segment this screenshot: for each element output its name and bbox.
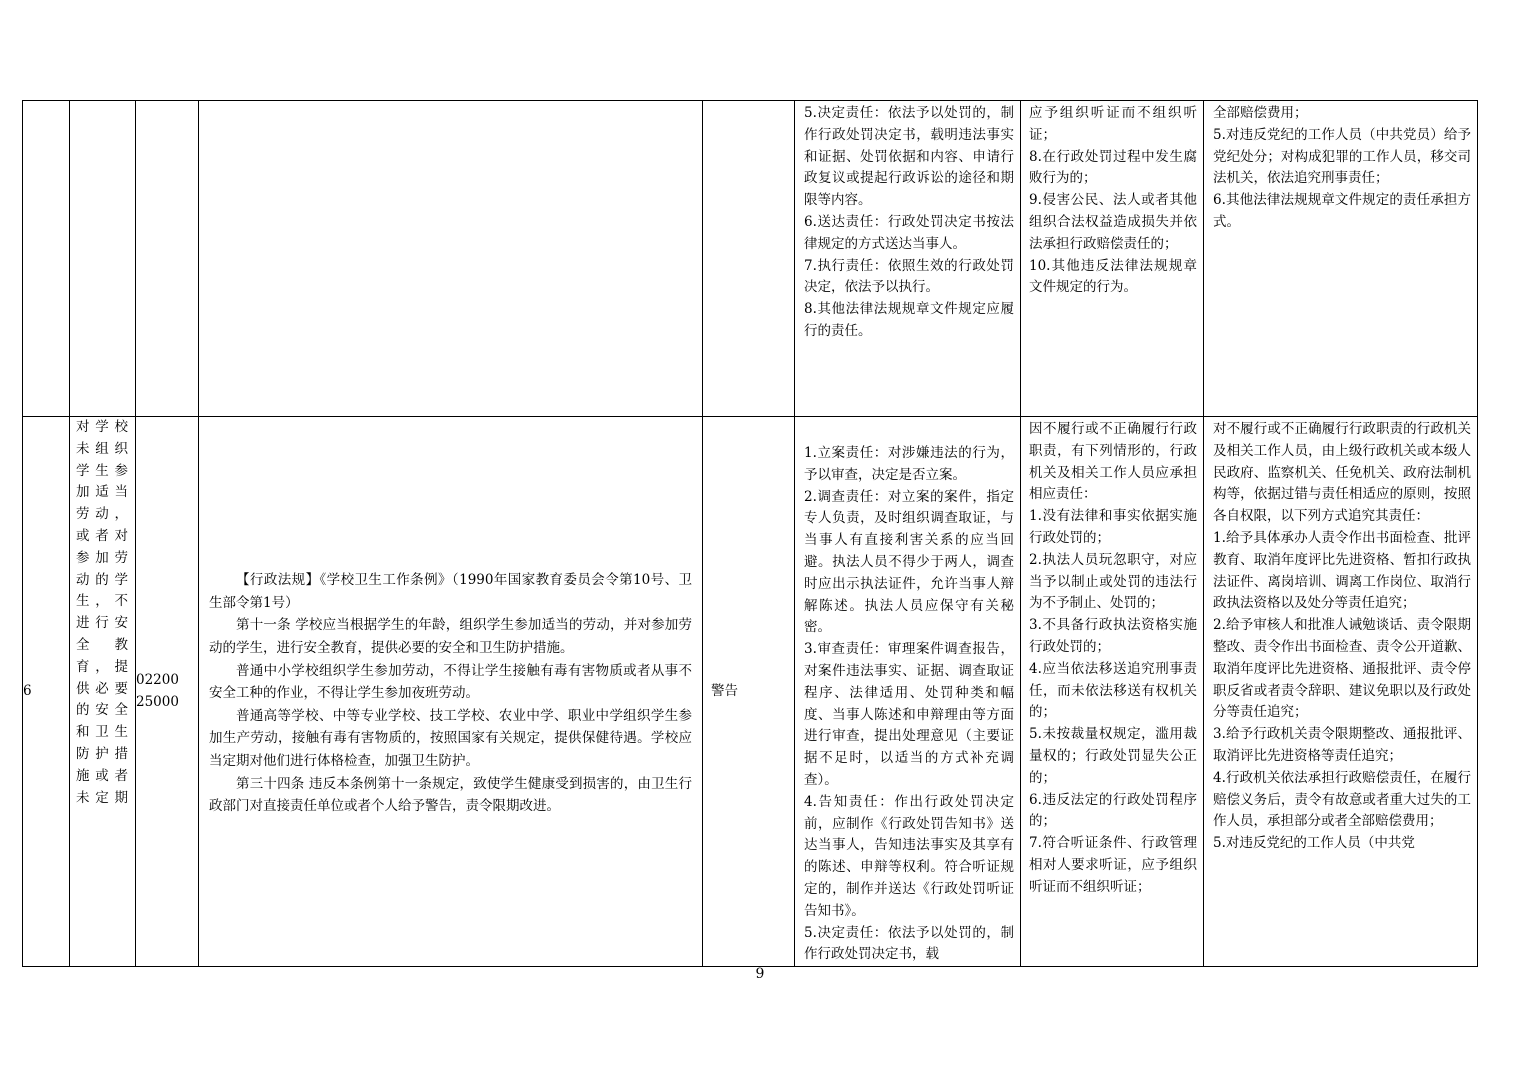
item-code-cell: 02200 25000 — [136, 417, 199, 967]
seq-cell: 6 — [23, 417, 70, 967]
penalty-type-cell: 警告 — [703, 417, 795, 967]
accountability-cell: 对不履行或不正确履行行政职责的行政机关及相关工作人员，由上级行政机关或本级人民政府、监察机关、任免机关、政府法制机构等，依据过错与责任相适应的原则，按照各自权限，以下列方式追究其责任： 1.给予具体承办人责令作出书面检查、批评教育、取消年度评比先进资格、暂扣行政执法证件、离岗培训、调离工作岗位、取消行政执法资格以及处分等责任追究； 2.给予审核人和批准人诫勉谈话、责令限期整改、责令作出书面检查、责令公开道歉、取消年度评比先进资格、通报批评、责令停职反省或者责令辞职、建议免职以及行政处分等责任追究； 3.给予行政机关责令限期整改、通报批评、取消评比先进资格等责任追究； 4.行政机关依法承担行政赔偿责任，在履行赔偿义务后，责令有故意或者重大过失的工作人员，承担部分或者全部赔偿费用； 5.对违反党纪的工作人员（中共党 — [1204, 417, 1478, 967]
violation-cell: 应予组织听证而不组织听证； 8.在行政处罚过程中发生腐败行为的； 9.侵害公民、法人或者其他组织合法权益造成损失并依法承担行政赔偿责任的； 10.其他违反法律法规规章文件规定的行为。 — [1021, 101, 1204, 417]
penalty-type-cell — [703, 101, 795, 417]
basis-paragraph: 普通中小学校组织学生参加劳动，不得让学生接触有毒有害物质或者从事不安全工种的作业，不得让学生参加夜班劳动。 — [209, 662, 692, 702]
basis-paragraph: 【行政法规】《学校卫生工作条例》（1990年国家教育委员会令第10号、卫生部令第1号） — [209, 572, 692, 611]
basis-paragraph: 第十一条 学校应当根据学生的年龄，组织学生参加适当的劳动，并对参加劳动的学生，进行安全教育，提供必要的安全和卫生防护措施。 — [209, 617, 692, 657]
seq-cell — [23, 101, 70, 417]
responsibility-cell: 1.立案责任：对涉嫌违法的行为，予以审查，决定是否立案。 2.调查责任：对立案的案件，指定专人负责，及时组织调查取证，与当事人有直接利害关系的应当回避。执法人员不得少于两人，调查时应出示执法证件，允许当事人辩解陈述。执法人员应保守有关秘密。 3.审查责任：审理案件调查报告，对案件违法事实、证据、调查取证程序、法律适用、处罚种类和幅度、当事人陈述和申辩理由等方面进行审查，提出处理意见（主要证据不足时，以适当的方式补充调查）。 4.告知责任：作出行政处罚决定前，应制作《行政处罚告知书》送达当事人，告知违法事实及其享有的陈述、申辩等权利。符合听证规定的，制作并送达《行政处罚听证告知书》。 5.决定责任：依法予以处罚的，制作行政处罚决定书，载 — [795, 417, 1021, 967]
item-name-cell: 对学校未组织学生参加适当劳动，或者对参加劳动的学生，不进行安全教育，提供必要的安全和卫生防护措施或者未定期 — [70, 417, 136, 967]
legal-basis-cell — [199, 101, 703, 417]
legal-basis-cell — [199, 417, 703, 967]
table-row — [23, 101, 1478, 417]
responsibility-table — [22, 100, 1478, 967]
responsibility-cell: 5.决定责任：依法予以处罚的，制作行政处罚决定书，载明违法事实和证据、处罚依据和内容、申请行政复议或提起行政诉讼的途径和期限等内容。 6.送达责任：行政处罚决定书按法律规定的方式送达当事人。 7.执行责任：依照生效的行政处罚决定，依法予以执行。 8.其他法律法规规章文件规定应履行的责任。 — [795, 101, 1021, 417]
accountability-cell: 全部赔偿费用； 5.对违反党纪的工作人员（中共党员）给予党纪处分；对构成犯罪的工作人员，移交司法机关，依法追究刑事责任； 6.其他法律法规规章文件规定的责任承担方式。 — [1204, 101, 1478, 417]
item-code-cell — [136, 101, 199, 417]
basis-paragraph: 普通高等学校、中等专业学校、技工学校、农业中学、职业中学组织学生参加生产劳动，接触有毒有害物质的，按照国家有关规定，提供保健待遇。学校应当定期对他们进行体格检查，加强卫生防护。 — [209, 707, 692, 770]
basis-paragraph: 第三十四条 违反本条例第十一条规定，致使学生健康受到损害的，由卫生行政部门对直接责任单位或者个人给予警告，责令限期改进。 — [209, 775, 692, 815]
item-name-cell — [70, 101, 136, 417]
page-number: 9 — [755, 966, 765, 982]
violation-cell: 因不履行或不正确履行行政职责，有下列情形的，行政机关及相关工作人员应承担相应责任： 1.没有法律和事实依据实施行政处罚的； 2.执法人员玩忽职守，对应当予以制止或处罚的违法行为不予制止、处罚的； 3.不具备行政执法资格实施行政处罚的； 4.应当依法移送追究刑事责任，而未依法移送有权机关的； 5.未按裁量权规定，滥用裁量权的；行政处罚显失公正的； 6.违反法定的行政处罚程序的； 7.符合听证条件、行政管理相对人要求听证，应予组织听证而不组织听证； — [1021, 417, 1204, 967]
table-row — [23, 417, 1478, 967]
